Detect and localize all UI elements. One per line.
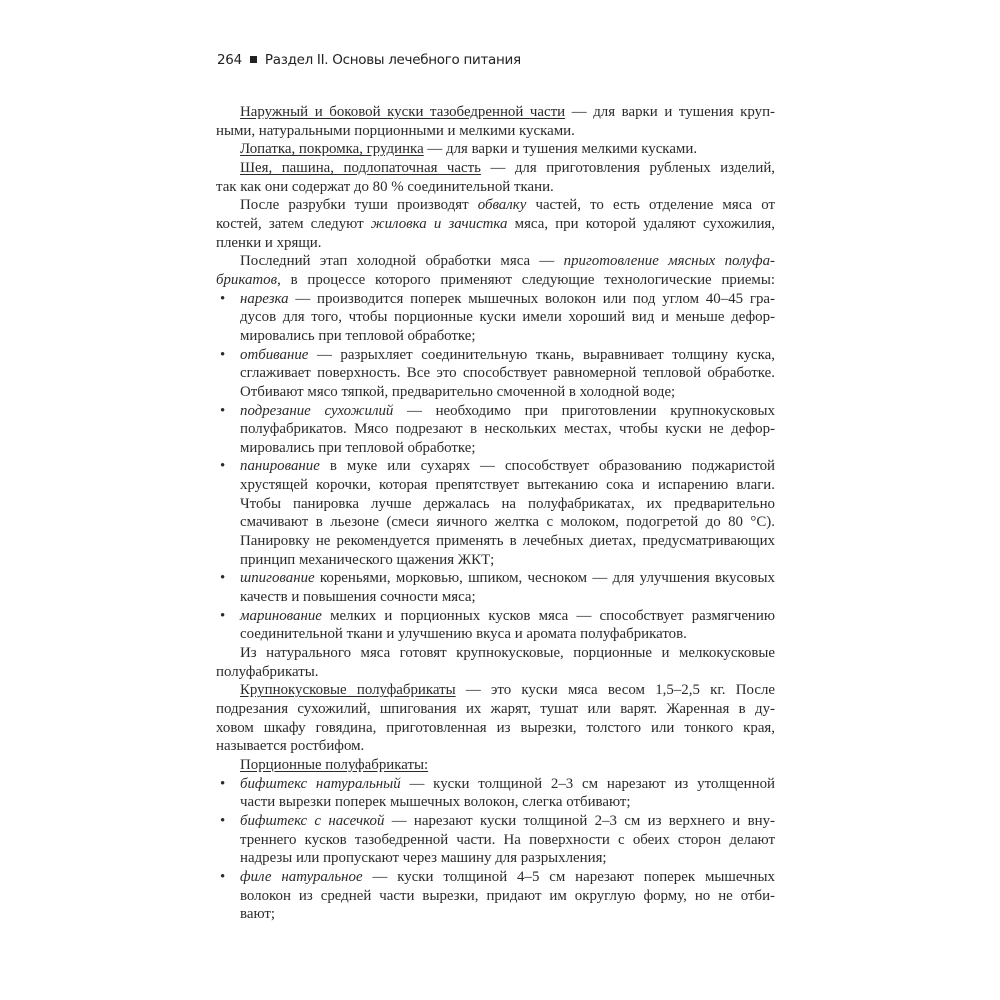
italic-term: отбивание: [240, 346, 309, 363]
text-line: [216, 178, 775, 197]
text-line: [216, 625, 775, 644]
italic-term: обвалку: [477, 197, 527, 214]
bullet-item-line: [216, 868, 775, 887]
text-span: кореньями, морковью, шпиком, чесноком — для улучшения вкусовых: [314, 570, 775, 587]
text-span: смачивают в льезоне (смеси яичного желтка с молоком, подогретой до 80 °С).: [240, 514, 775, 531]
text-line: [216, 719, 775, 738]
text-span: — необходимо при приготовлении крупнокусковых: [393, 402, 775, 419]
text-line: [216, 905, 775, 924]
text-line: [216, 308, 775, 327]
section-title: Раздел II. Основы лечебного питания: [264, 52, 521, 68]
text-span: мировались при тепловой обработке;: [240, 327, 476, 344]
text-line: [216, 737, 775, 756]
bullet-item-line: [216, 457, 775, 476]
italic-term: панирование: [240, 458, 320, 475]
bullet-icon: •: [220, 458, 226, 475]
bullet-icon: •: [220, 402, 226, 419]
text-span: Последний этап холодной обработки мяса —: [240, 253, 564, 270]
italic-term: бифштекс с насечкой: [240, 812, 385, 829]
text-span: качеств и повышения сочности мяса;: [240, 589, 476, 606]
text-span: ными, натуральными порционными и мелкими кусками.: [216, 122, 575, 139]
text-span: полуфабрикатов. Мясо подрезают в нескольких местах, чтобы куски не дефор-: [240, 421, 775, 438]
bullet-icon: •: [220, 775, 226, 792]
text-span: соединительной ткани и улучшению вкуса и аромата полуфабрикатов.: [240, 626, 687, 643]
bullet-item-line: [216, 346, 775, 365]
text-span: мяса, при которой удаляют сухожилия,: [507, 215, 776, 232]
text-span: треннего кусков тазобедренной части. На поверхности с обеих сторон делают: [240, 831, 775, 848]
square-bullet-icon: [250, 56, 257, 63]
text-span: — куски толщиной 4–5 см нарезают поперек мышечных: [362, 868, 775, 885]
text-span: Чтобы панировка лучше держалась на полуфабрикатах, их предварительно: [240, 495, 775, 512]
italic-term: жиловка и зачистка: [370, 215, 508, 232]
text-span: После разрубки туши производят: [240, 197, 478, 214]
text-span: части вырезки поперек мышечных волокон, слегка отбивают;: [240, 794, 631, 811]
bullet-item-line: [216, 775, 775, 794]
text-line: [216, 887, 775, 906]
text-span: хрустящей корочки, которая препятствует вытеканию сока и испарению влаги.: [240, 477, 775, 494]
text-line: [216, 383, 775, 402]
text-line: [216, 681, 775, 700]
text-span: мелких и порционных кусков мяса — способствует размягчению: [321, 607, 775, 624]
running-header: [217, 52, 521, 68]
text-line: [216, 495, 775, 514]
text-span: принцип механического щажения ЖКТ;: [240, 551, 495, 568]
text-span: пленки и хрящи.: [216, 234, 322, 251]
bullet-item-line: [216, 402, 775, 421]
italic-term: шпигование: [240, 570, 315, 587]
text-span: в муке или сухарях — способствует образованию поджаристой: [319, 458, 775, 475]
text-line: [216, 551, 775, 570]
text-line: [216, 831, 775, 850]
text-line: [216, 793, 775, 812]
text-line: [216, 420, 775, 439]
text-line: [216, 588, 775, 607]
underlined-term: Порционные полуфабрикаты:: [240, 756, 429, 773]
italic-term: подрезание сухожилий: [240, 402, 394, 419]
italic-term: нарезка: [240, 290, 289, 307]
page-number: 264: [217, 52, 242, 68]
text-line: [216, 196, 775, 215]
text-span: вают;: [240, 906, 276, 923]
text-span: надрезы или пропускают через машину для разрыхления;: [240, 850, 607, 867]
bullet-icon: •: [220, 570, 226, 587]
text-span: — нарезают куски толщиной 2–3 см из верхнего и вну-: [384, 812, 775, 829]
text-span: — для варки и тушения мелкими кусками.: [423, 141, 698, 158]
text-line: [216, 271, 775, 290]
text-line: [216, 644, 775, 663]
italic-term: приготовление мясных полуфа-: [563, 253, 775, 270]
italic-term: бифштекс натуральный: [240, 775, 401, 792]
text-line: [216, 122, 775, 141]
text-span: — для варки и тушения круп-: [565, 104, 775, 120]
text-span: дусов для того, чтобы порционные куски имели хороший вид и меньше дефор-: [240, 309, 775, 326]
text-span: ховом шкафу говядина, приготовленная из вырезки, толстого или тонкого края,: [216, 719, 775, 736]
bullet-item-line: [216, 607, 775, 626]
text-line: [216, 327, 775, 346]
text-span: — разрыхляет соединительную ткань, выравнивает толщину куска,: [308, 346, 775, 363]
text-line: [216, 364, 775, 383]
underlined-term: Крупнокусковые полуфабрикаты: [240, 682, 456, 699]
text-span: называется ростбифом.: [216, 738, 365, 755]
text-span: Панировку не рекомендуется применять в лечебных диетах, предусматривающих: [240, 533, 775, 550]
text-span: Отбивают мясо тяпкой, предварительно смоченной в холодной воде;: [240, 383, 676, 400]
text-span: , в процессе которого применяют следующие технологические приемы:: [277, 271, 775, 288]
text-line: [216, 140, 775, 159]
text-line: [216, 252, 775, 271]
italic-term: маринование: [240, 607, 322, 624]
text-span: — это куски мяса весом 1,5–2,5 кг. После: [455, 682, 775, 699]
text-span: Из натурального мяса готовят крупнокусковые, порционные и мелкокусковые: [240, 645, 775, 662]
underlined-term: Шея, пашина, подлопаточная часть: [240, 159, 481, 176]
text-line: [216, 849, 775, 868]
text-line: [216, 663, 775, 682]
text-span: частей, то есть отделение мяса от: [526, 197, 775, 214]
text-line: [216, 234, 775, 253]
text-span: мировались при тепловой обработке;: [240, 439, 476, 456]
text-line: [216, 103, 775, 122]
bullet-icon: •: [220, 868, 226, 885]
underlined-term: Наружный и боковой куски тазобедренной части: [240, 104, 566, 120]
text-span: полуфабрикаты.: [216, 663, 319, 680]
text-span: — для приготовления рубленых изделий,: [480, 159, 776, 176]
page-body-text: [216, 103, 775, 924]
bullet-item-line: [216, 290, 775, 309]
text-line: [216, 700, 775, 719]
text-line: [216, 756, 775, 775]
bullet-icon: •: [220, 607, 226, 624]
text-span: волокон из средней части вырезки, придают им округлую форму, но не отби-: [240, 887, 775, 904]
underlined-term: Лопатка, покромка, грудинка: [240, 141, 424, 158]
italic-term: брикатов: [216, 271, 278, 288]
text-span: сглаживает поверхность. Все это способствует равномерной тепловой обработке.: [240, 365, 775, 382]
text-span: — производится поперек мышечных волокон или под углом 40–45 гра-: [288, 290, 775, 307]
text-line: [216, 439, 775, 458]
text-line: [216, 159, 775, 178]
text-span: подрезания сухожилий, шпигования их жарят, тушат или варят. Жаренная в ду-: [216, 701, 775, 717]
text-line: [216, 215, 775, 234]
bullet-item-line: [216, 569, 775, 588]
text-line: [216, 513, 775, 532]
bullet-icon: •: [220, 346, 226, 363]
bullet-item-line: [216, 812, 775, 831]
text-span: костей, затем следуют: [216, 215, 371, 232]
italic-term: филе натуральное: [240, 868, 363, 885]
text-line: [216, 532, 775, 551]
text-span: — куски толщиной 2–3 см нарезают из утолщенной: [400, 775, 775, 792]
text-line: [216, 476, 775, 495]
bullet-icon: •: [220, 812, 226, 829]
text-span: так как они содержат до 80 % соединительной ткани.: [216, 178, 554, 195]
bullet-icon: •: [220, 290, 226, 307]
